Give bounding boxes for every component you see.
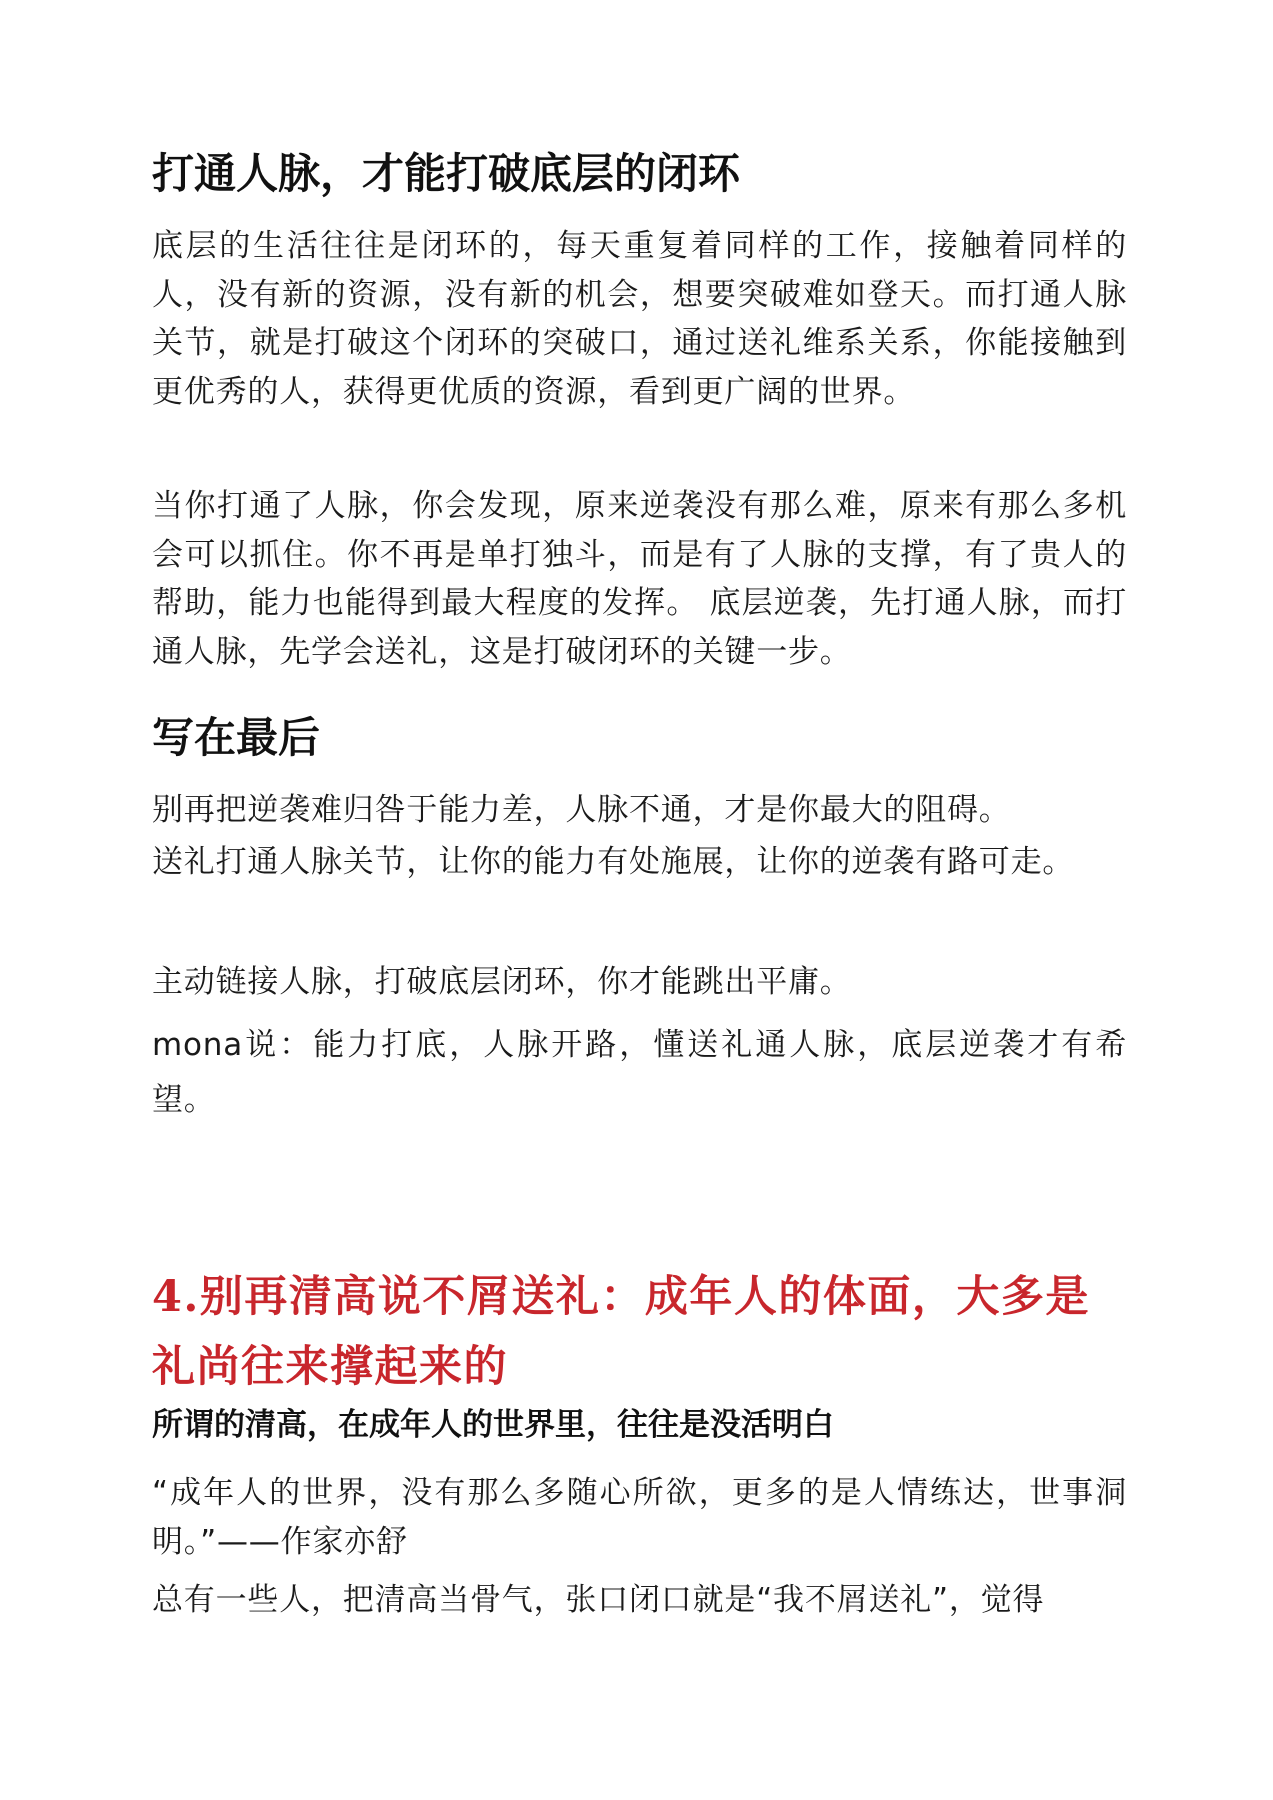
chapter-title-text: 别再清高说不屑送礼：成年人的体面，大多是礼尚往来撑起来的: [152, 1272, 1090, 1392]
paragraph-breakthrough: 当你打通了人脉，你会发现，原来逆袭没有那么难，原来有那么多机会可以抓住。你不再是单打独斗，而是有了人脉的支撑，有了贵人的帮助，能力也能得到最大程度的发挥。 底层逆袭，先打通人脉，而打通人脉，先学会送礼，这是打破闭环的关键一步。: [152, 488, 1127, 670]
paragraph-truncated: 总有一些人，把清高当骨气，张口闭口就是“我不屑送礼”，觉得: [152, 1582, 1045, 1618]
mona-quote: mona说：能力打底，人脉开路，懂送礼通人脉，底层逆袭才有希 望。: [152, 1027, 1127, 1118]
author-quote: “成年人的世界，没有那么多随心所欲，更多的是人情练达，世事洞明。”——作家亦舒: [152, 1475, 1127, 1560]
chapter-title: [152, 1262, 1127, 1402]
conclusion-line-3: 主动链接人脉，打破底层闭环，你才能跳出平庸。: [152, 964, 852, 1000]
section-heading-network: 打通人脉，才能打破底层的闭环: [152, 149, 741, 198]
chapter-subheading: 所谓的清高，在成年人的世界里，往往是没活明白: [152, 1407, 834, 1443]
section-heading-conclusion: 写在最后: [152, 713, 321, 762]
conclusion-line-2: 送礼打通人脉关节，让你的能力有处施展，让你的逆袭有路可走。: [152, 844, 1075, 880]
conclusion-line-1: 别再把逆袭难归咎于能力差，人脉不通，才是你最大的阻碍。: [152, 792, 1011, 828]
paragraph-closed-loop: 底层的生活往往是闭环的，每天重复着同样的工作，接触着同样的人，没有新的资源，没有新的机会，想要突破难如登天。而打通人脉关节，就是打破这个闭环的突破口，通过送礼维系关系，你能接触到更优秀的人，获得更优质的资源，看到更广阔的世界。: [152, 228, 1127, 410]
chapter-number: 4.: [152, 1272, 200, 1322]
